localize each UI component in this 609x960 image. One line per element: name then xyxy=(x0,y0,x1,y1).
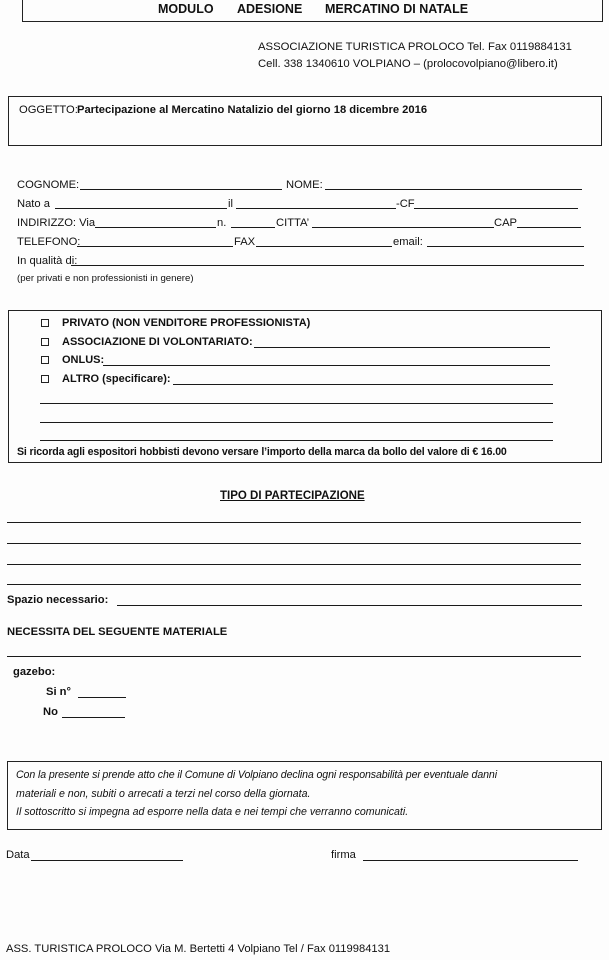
contact-line-1: ASSOCIAZIONE TURISTICA PROLOCO Tel. Fax 0119884131 xyxy=(258,41,572,53)
gazebo-yes-label: Si n° xyxy=(46,686,71,698)
onlus-field[interactable] xyxy=(103,365,550,366)
disclaimer-line-3: Il sottoscritto si impegna ad esporre nella data e nei tempi che verranno comunicati. xyxy=(16,806,409,818)
disclaimer-line-1: Con la presente si prende atto che il Comune di Volpiano declina ogni responsabilità per eventuale danni xyxy=(16,769,497,781)
materials-field[interactable] xyxy=(7,656,581,657)
date-label: Data xyxy=(6,849,30,861)
cf-field[interactable] xyxy=(414,208,578,209)
il-label: il xyxy=(228,198,233,210)
nome-field[interactable] xyxy=(325,189,582,190)
telefono-field[interactable] xyxy=(77,246,233,247)
fax-field[interactable] xyxy=(256,246,392,247)
checkbox-privato[interactable] xyxy=(41,319,49,327)
altro-extra-line-2[interactable] xyxy=(40,422,553,423)
numero-label: n. xyxy=(217,217,227,229)
telefono-label: TELEFONO: xyxy=(17,236,81,248)
via-field[interactable] xyxy=(95,227,216,228)
stamp-notice: Si ricorda agli espositori hobbisti devono versare l’importo della marca da bollo del valore di € 16.00 xyxy=(17,446,507,458)
option-onlus-label: ONLUS: xyxy=(62,354,105,366)
qualita-label: In qualità di: xyxy=(17,255,78,267)
contact-line-2: Cell. 338 1340610 VOLPIANO – (prolocovolpiano@libero.it) xyxy=(258,58,558,70)
indirizzo-label: INDIRIZZO: Via xyxy=(17,217,96,229)
citta-label: CITTA’ xyxy=(276,217,310,229)
numero-field[interactable] xyxy=(231,227,275,228)
associazione-field[interactable] xyxy=(254,347,550,348)
cap-field[interactable] xyxy=(517,227,581,228)
participation-title: TIPO DI PARTECIPAZIONE xyxy=(220,490,365,502)
citta-field[interactable] xyxy=(312,227,494,228)
form-title-modulo: MODULO xyxy=(158,2,214,16)
gazebo-no-field[interactable] xyxy=(62,717,125,718)
cognome-field[interactable] xyxy=(80,189,282,190)
disclaimer-line-2: materiali e non, subiti o arrecati a terzi nel corso della giornata. xyxy=(16,788,311,800)
participation-line-4[interactable] xyxy=(7,584,581,585)
checkbox-associazione[interactable] xyxy=(41,338,49,346)
cap-label: CAP xyxy=(494,217,518,229)
altro-extra-line-3[interactable] xyxy=(40,440,553,441)
qualita-note: (per privati e non professionisti in genere) xyxy=(17,273,194,284)
gazebo-yes-quantity-field[interactable] xyxy=(78,697,126,698)
qualita-field[interactable] xyxy=(71,265,584,266)
participation-line-1[interactable] xyxy=(7,522,581,523)
nato-a-field[interactable] xyxy=(55,208,227,209)
option-altro-label: ALTRO (specificare): xyxy=(62,373,171,385)
participation-line-3[interactable] xyxy=(7,564,581,565)
checkbox-altro[interactable] xyxy=(41,375,49,383)
gazebo-no-label: No xyxy=(43,706,58,718)
nato-a-label: Nato a xyxy=(17,198,50,210)
signature-label: firma xyxy=(331,849,356,861)
signature-field[interactable] xyxy=(363,860,578,861)
cognome-label: COGNOME: xyxy=(17,179,80,191)
option-privato-label: PRIVATO (NON VENDITORE PROFESSIONISTA) xyxy=(62,317,311,329)
space-label: Spazio necessario: xyxy=(7,594,109,606)
subject-label: OGGETTO: xyxy=(19,104,78,116)
birth-date-field[interactable] xyxy=(236,208,396,209)
altro-extra-line-1[interactable] xyxy=(40,403,553,404)
form-title-mercatino: MERCATINO DI NATALE xyxy=(325,2,469,16)
nome-label: NOME: xyxy=(286,179,323,191)
space-field[interactable] xyxy=(117,605,582,606)
gazebo-label: gazebo: xyxy=(13,666,56,678)
checkbox-onlus[interactable] xyxy=(41,356,49,364)
cf-label: -CF xyxy=(396,198,415,210)
email-field[interactable] xyxy=(427,246,584,247)
altro-field[interactable] xyxy=(173,384,553,385)
form-title-adesione: ADESIONE xyxy=(237,2,303,16)
fax-label: FAX xyxy=(234,236,256,248)
option-associazione-label: ASSOCIAZIONE DI VOLONTARIATO: xyxy=(62,336,253,348)
header-box xyxy=(22,0,603,22)
email-label: email: xyxy=(393,236,423,248)
date-field[interactable] xyxy=(31,860,183,861)
subject-text: Partecipazione al Mercatino Natalizio del giorno 18 dicembre 2016 xyxy=(77,104,428,116)
footer-address: ASS. TURISTICA PROLOCO Via M. Bertetti 4 Volpiano Tel / Fax 0119984131 xyxy=(6,943,391,955)
materials-title: NECESSITA DEL SEGUENTE MATERIALE xyxy=(7,626,228,638)
participation-line-2[interactable] xyxy=(7,543,581,544)
